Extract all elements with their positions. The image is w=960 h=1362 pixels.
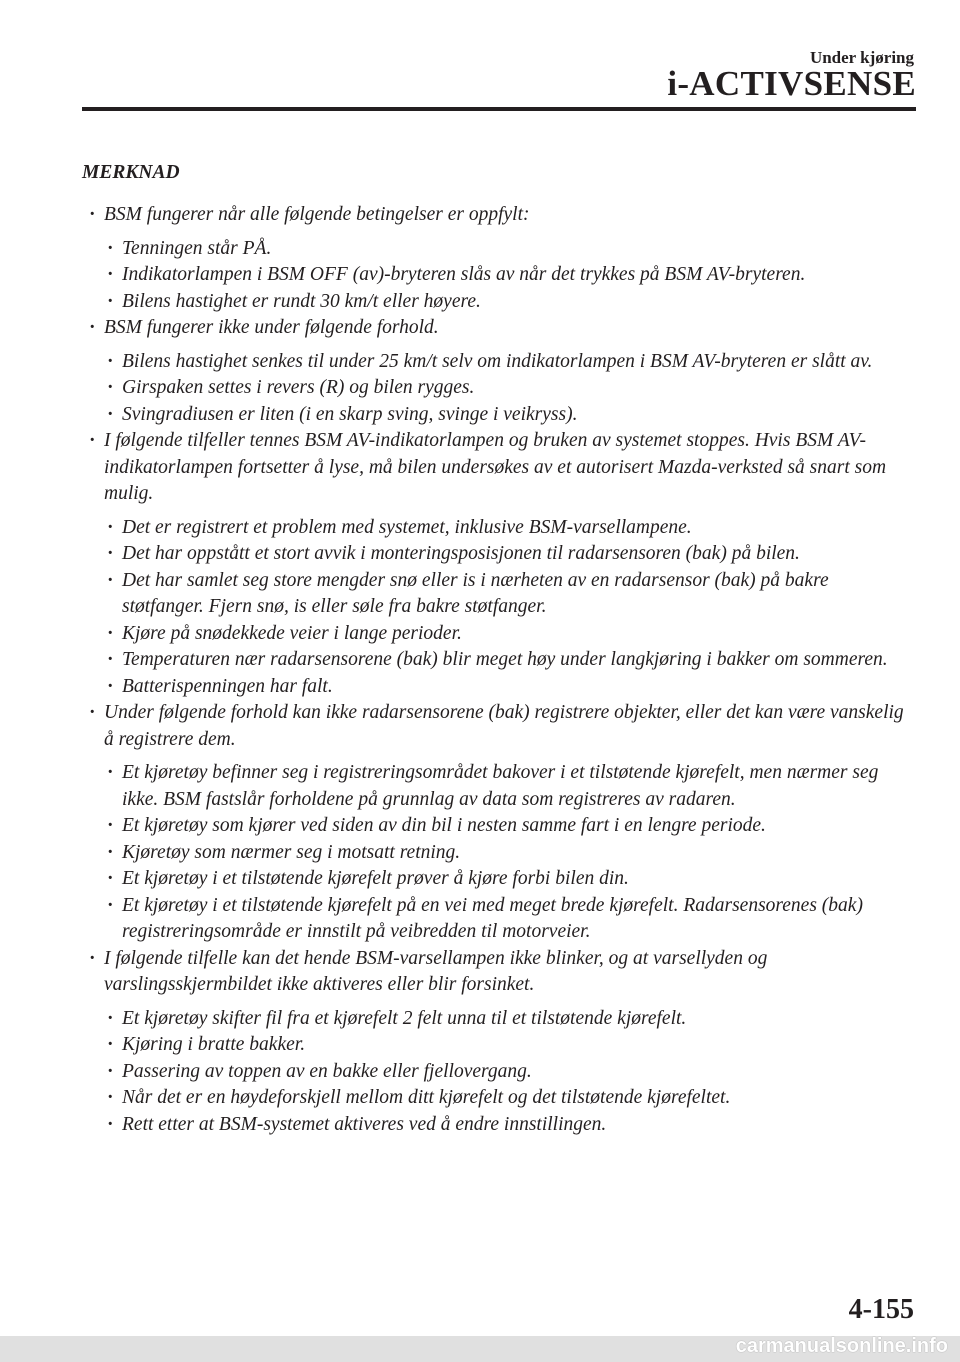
sub-bullet-item: · Når det er en høydeforskjell mellom ditt kjørefelt og det tilstøtende kjørefeltet. <box>122 1085 914 1112</box>
sub-bullet-item: · Indikatorlampen i BSM OFF (av)-bryteren slås av når det trykkes på BSM AV-bryteren. <box>122 262 914 289</box>
sub-bullet-item: · Temperaturen nær radarsensorene (bak) blir meget høy under langkjøring i bakker om sommeren. <box>122 647 914 674</box>
bullet-item: · Under følgende forhold kan ikke radarsensorene (bak) registrere objekter, eller det kan være vanskelig å registrere dem. <box>104 700 912 753</box>
bullet-item: · I følgende tilfelle kan det hende BSM-varsellampen ikke blinker, og at varsellyden og varslingsskjermbildet ikke aktiveres eller blir forsinket. <box>104 946 912 999</box>
sub-bullet-item: · Det har samlet seg store mengder snø eller is i nærheten av en radarsensor (bak) på bakre støtfanger. Fjern snø, is eller søle fra bakre støtfanger. <box>122 568 914 621</box>
sub-bullet-item: · Kjøring i bratte bakker. <box>122 1032 914 1059</box>
sub-bullet-item: · Kjøretøy som nærmer seg i motsatt retning. <box>122 840 914 867</box>
page-title: i-ACTIVSENSE <box>667 64 916 103</box>
page-number: 4-155 <box>848 1294 914 1325</box>
sub-bullet-item: · Batterispenningen har falt. <box>122 674 914 701</box>
bullet-item: · BSM fungerer når alle følgende betingelser er oppfylt: <box>104 202 912 229</box>
note-list <box>0 202 960 1138</box>
sub-bullet-item: · Et kjøretøy befinner seg i registreringsområdet bakover i et tilstøtende kjørefelt, men nærmer seg ikke. BSM fastslår forholdene på grunnlag av data som registreres av radaren. <box>122 760 914 813</box>
watermark: carmanualsonline.info <box>735 1335 948 1357</box>
sub-bullet-item: · Girspaken settes i revers (R) og bilen rygges. <box>122 375 914 402</box>
sub-bullet-item: · Bilens hastighet er rundt 30 km/t eller høyere. <box>122 289 914 316</box>
sub-bullet-item: · Et kjøretøy skifter fil fra et kjørefelt 2 felt unna til et tilstøtende kjørefelt. <box>122 1006 914 1033</box>
sub-bullet-item: · Passering av toppen av en bakke eller fjellovergang. <box>122 1059 914 1086</box>
sub-bullet-item: · Det har oppstått et stort avvik i monteringsposisjonen til radarsensoren (bak) på bilen. <box>122 541 914 568</box>
sub-bullet-item: · Et kjøretøy i et tilstøtende kjørefelt prøver å kjøre forbi bilen din. <box>122 866 914 893</box>
header-rule <box>82 107 916 111</box>
sub-bullet-item: · Det er registrert et problem med systemet, inklusive BSM-varsellampene. <box>122 515 914 542</box>
note-heading: MERKNAD <box>82 162 180 183</box>
bullet-item: · I følgende tilfeller tennes BSM AV-indikatorlampen og bruken av systemet stoppes. Hvis BSM AV-indikatorlampen fortsetter å lyse, må bilen undersøkes av et autorisert Mazda-verksted så snart som mulig. <box>104 428 912 508</box>
section-label: Under kjøring <box>809 48 914 67</box>
sub-bullet-item: · Rett etter at BSM-systemet aktiveres ved å endre innstillingen. <box>122 1112 914 1139</box>
sub-bullet-item: · Bilens hastighet senkes til under 25 km/t selv om indikatorlampen i BSM AV-bryteren er slått av. <box>122 349 914 376</box>
sub-bullet-item: · Et kjøretøy i et tilstøtende kjørefelt på en vei med meget brede kjørefelt. Radarsensorenes (bak) registreringsområde er innstilt på veibredden til motorveier. <box>122 893 914 946</box>
sub-bullet-item: · Tenningen står PÅ. <box>122 236 914 263</box>
sub-bullet-item: · Svingradiusen er liten (i en skarp sving, svinge i veikryss). <box>122 402 914 429</box>
sub-bullet-item: · Kjøre på snødekkede veier i lange perioder. <box>122 621 914 648</box>
bullet-item: · BSM fungerer ikke under følgende forhold. <box>104 315 912 342</box>
sub-bullet-item: · Et kjøretøy som kjører ved siden av din bil i nesten samme fart i en lengre periode. <box>122 813 914 840</box>
